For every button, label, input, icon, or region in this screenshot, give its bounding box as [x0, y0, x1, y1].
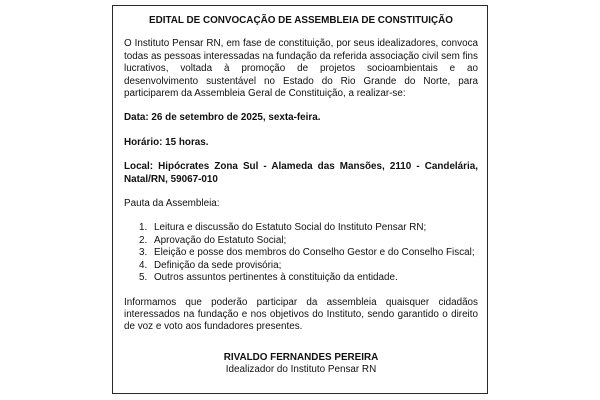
agenda-item: 2. Aprovação do Estatuto Social; — [150, 235, 478, 247]
agenda-item: 4. Definição da sede provisória; — [150, 260, 478, 272]
date-line: Data: 26 de setembro de 2025, sexta-feira. — [124, 112, 321, 124]
closing-paragraph: Informamos que poderão participar da assembleia quaisquer cidadãos interessados na fundação e nos objetivos do Instituto, sendo garantido o direito de voz e voto aos fundadores presentes. — [124, 296, 478, 333]
agenda-heading: Pauta da Assembleia: — [124, 198, 220, 210]
time-line: Horário: 15 horas. — [124, 136, 209, 148]
agenda-list — [124, 222, 478, 284]
notice-content — [124, 15, 478, 377]
agenda-item: 1. Leitura e discussão do Estatuto Social do Instituto Pensar RN; — [150, 222, 478, 234]
signature-role: Idealizador do Instituto Pensar RN — [225, 364, 377, 376]
signature-name: RIVALDO FERNANDES PEREIRA — [223, 351, 379, 363]
notice-title: EDITAL DE CONVOCAÇÃO DE ASSEMBLEIA DE CONSTITUIÇÃO — [149, 15, 453, 26]
location-line: Local: Hipócrates Zona Sul - Alameda das Mansões, 2110 - Candelária, Natal/RN, 59067-010 — [124, 161, 478, 185]
agenda-item: 5. Outros assuntos pertinentes à constituição da entidade. — [150, 272, 478, 284]
agenda-item: 3. Eleição e posse dos membros do Conselho Gestor e do Conselho Fiscal; — [150, 247, 478, 259]
intro-paragraph: O Instituto Pensar RN, em fase de constituição, por seus idealizadores, convoca todas as pessoas interessadas na fundação da referida associação civil sem fins lucrativos, voltada à promoção de projetos socioambientais e ao desenvolvimento sustentável no Estado do Rio Grande do Norte, para participarem da Assembleia Geral de Constituição, a realizar-se: — [124, 38, 478, 100]
